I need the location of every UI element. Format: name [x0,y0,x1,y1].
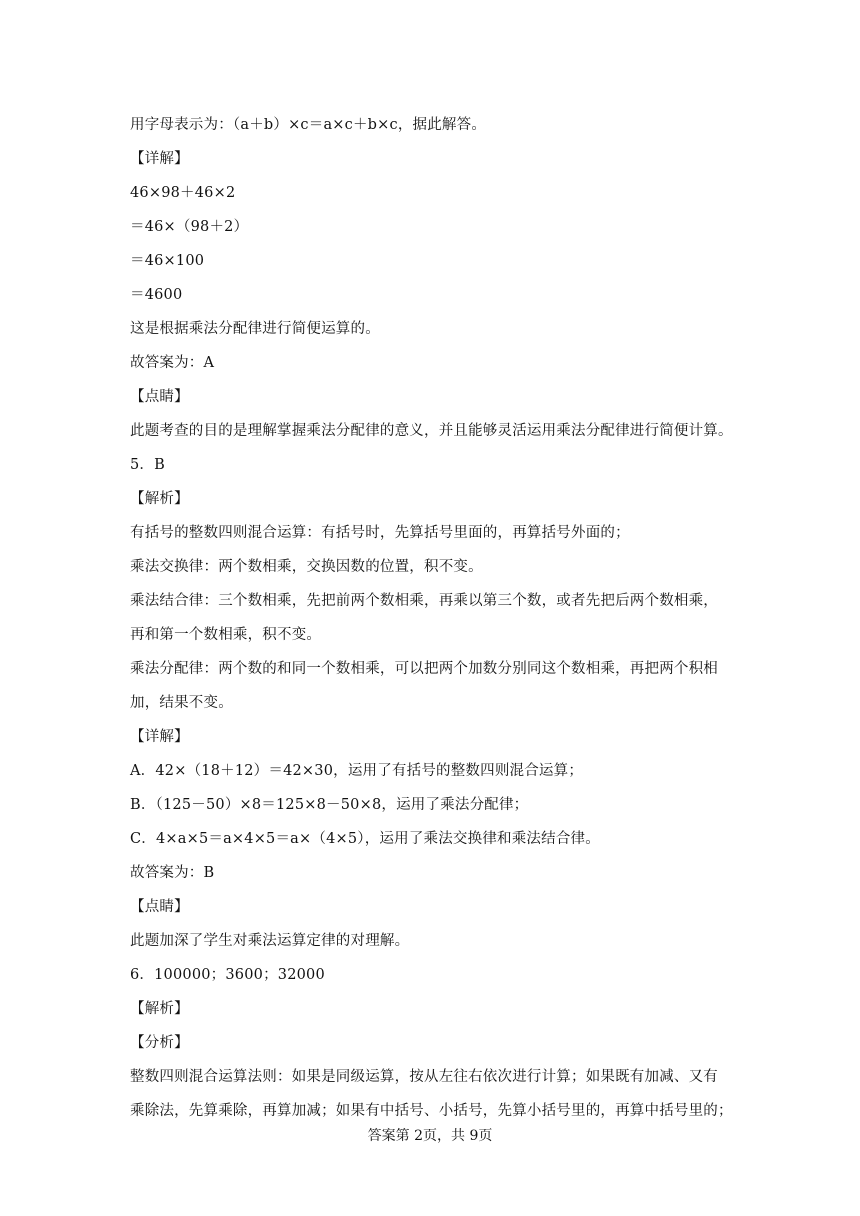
text-line: 用字母表示为：（a＋b）×c＝a×c＋b×c，据此解答。 [130,117,487,133]
question-answer-6: 6．100000；3600；32000 [130,967,325,983]
option-c-line: C．4×a×5＝a×4×5＝a×（4×5），运用了乘法交换律和乘法结合律。 [130,831,600,847]
answer-line: 故答案为：B [130,865,215,881]
text-line: 有括号的整数四则混合运算：有括号时，先算括号里面的，再算括号外面的； [130,525,630,541]
page-footer: 答案第 2页，共 9页 [367,1128,493,1144]
section-heading-detail: 【详解】 [130,729,189,745]
answer-content [130,108,750,1128]
math-step: ＝46×100 [130,253,205,269]
section-heading-analysis-sub: 【分析】 [130,1035,189,1051]
text-line: 乘法交换律：两个数相乘，交换因数的位置，积不变。 [130,559,483,575]
section-heading-analysis: 【解析】 [130,491,189,507]
section-heading-comment: 【点睛】 [130,389,189,405]
math-step: ＝46×（98＋2） [130,219,249,235]
section-heading-detail: 【详解】 [130,151,189,167]
option-b-line: B．（125－50）×8＝125×8－50×8，运用了乘法分配律； [130,797,529,813]
text-line: 乘法分配律：两个数的和同一个数相乘，可以把两个加数分别同这个数相乘，再把两个积相 [130,661,718,677]
math-step: ＝4600 [130,287,183,303]
option-a-line: A．42×（18＋12）＝42×30，运用了有括号的整数四则混合运算； [130,763,584,779]
text-line: 加，结果不变。 [130,695,233,711]
text-line: 此题加深了学生对乘法运算定律的对理解。 [130,933,410,949]
text-line: 再和第一个数相乘，积不变。 [130,627,322,643]
text-line: 乘法结合律：三个数相乘，先把前两个数相乘，再乘以第三个数，或者先把后两个数相乘， [130,593,718,609]
text-line: 乘除法，先算乘除，再算加减；如果有中括号、小括号，先算小括号里的，再算中括号里的； [130,1103,733,1119]
section-heading-comment: 【点睛】 [130,899,189,915]
section-heading-analysis: 【解析】 [130,1001,189,1017]
text-line: 这是根据乘法分配律进行简便运算的。 [130,321,380,337]
text-line: 整数四则混合运算法则：如果是同级运算，按从左往右依次进行计算；如果既有加减、又有 [130,1069,718,1085]
answer-line: 故答案为：A [130,355,215,371]
math-step: 46×98＋46×2 [130,185,236,201]
text-line: 此题考查的目的是理解掌握乘法分配律的意义，并且能够灵活运用乘法分配律进行简便计算。 [130,423,733,439]
question-answer-5: 5．B [130,457,165,473]
